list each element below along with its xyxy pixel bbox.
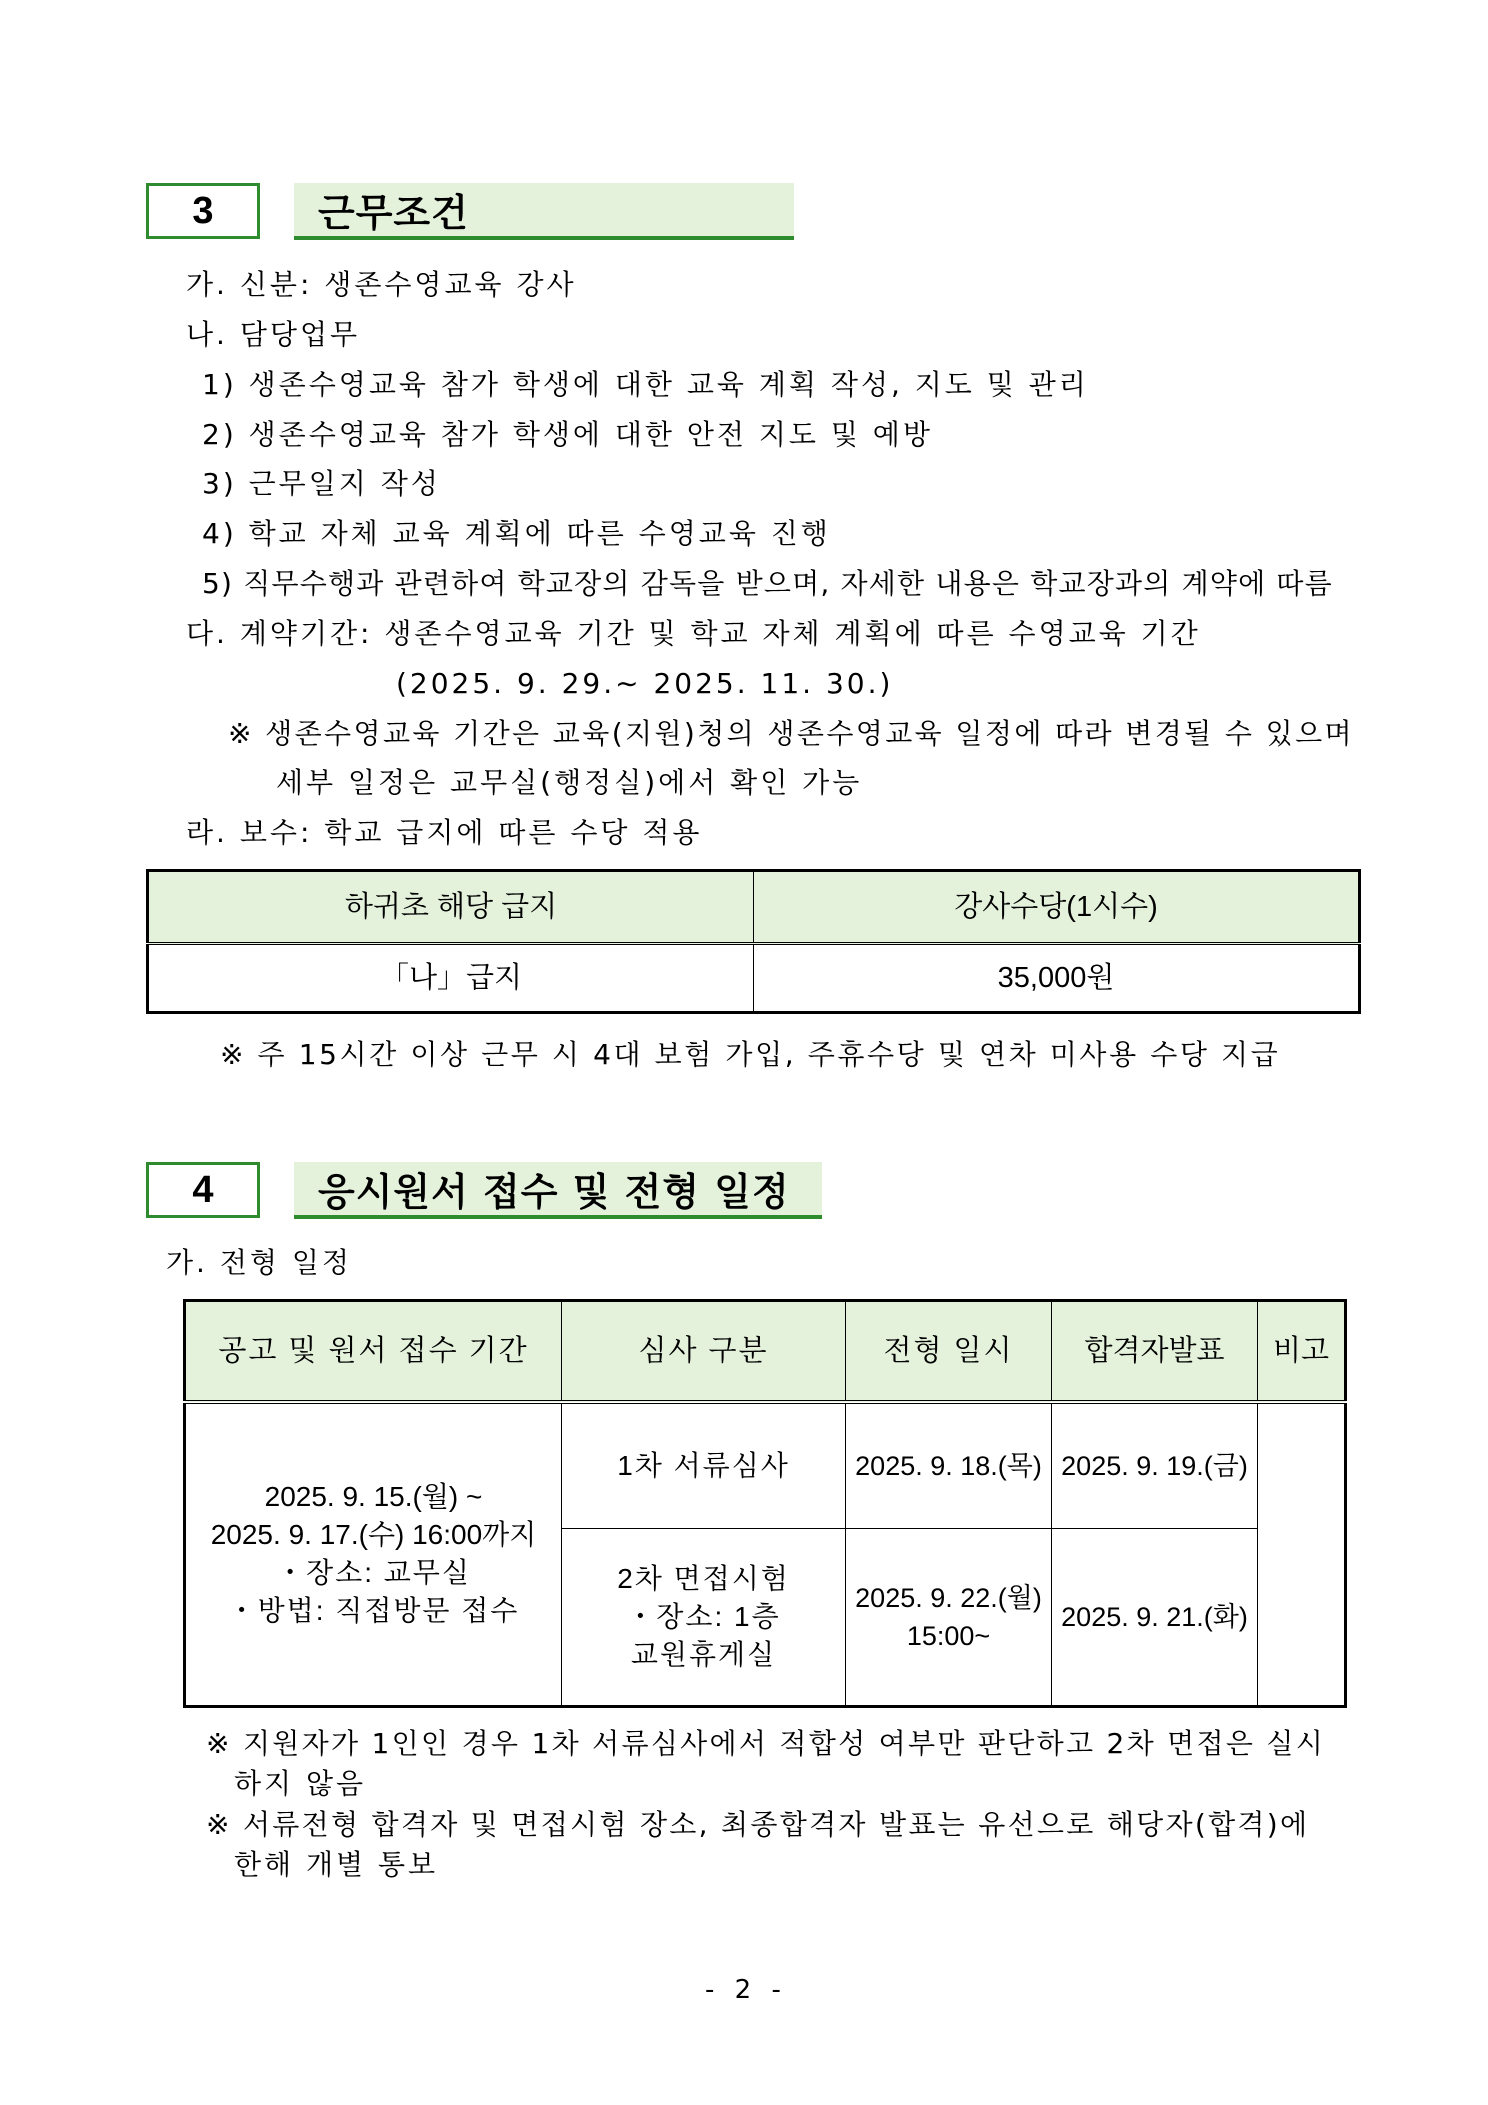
- pay-table-header-row: [148, 871, 1360, 944]
- duty-1: 1) 생존수영교육 참가 학생에 대한 교육 계획 작성, 지도 및 관리: [202, 368, 1089, 401]
- note-2-line-1: ※ 서류전형 합격자 및 면접시험 장소, 최종합격자 발표는 유선으로 해당자(합격)에: [206, 1808, 1310, 1841]
- period-line: 2025. 9. 15.(월) ~: [264, 1481, 483, 1513]
- item-status: 가. 신분: 생존수영교육 강사: [186, 268, 577, 301]
- contract-note-2: 세부 일정은 교무실(행정실)에서 확인 가능: [276, 766, 863, 799]
- pay-header-grade: 하귀초 해당 급지: [148, 871, 754, 944]
- stage1-result: 2025. 9. 19.(금): [1052, 1402, 1258, 1528]
- stage2-name-line: 교원휴게실: [630, 1638, 777, 1670]
- section4-number: 4: [192, 1168, 214, 1211]
- stage2-result: 2025. 9. 21.(화): [1052, 1528, 1258, 1706]
- section3-number: 3: [192, 189, 214, 232]
- note-1-line-2: 하지 않음: [234, 1767, 367, 1800]
- stage2-date-line: 15:00~: [906, 1620, 991, 1651]
- section4-title-box: [294, 1162, 822, 1219]
- item-duties: 나. 담당업무: [186, 318, 361, 351]
- period-line: ・장소: 교무실: [276, 1557, 471, 1589]
- schedule-remarks-cell: [1258, 1402, 1346, 1706]
- note-1-line-1: ※ 지원자가 1인인 경우 1차 서류심사에서 적합성 여부만 판단하고 2차 면접은 실시: [206, 1727, 1326, 1760]
- duty-2: 2) 생존수영교육 참가 학생에 대한 안전 지도 및 예방: [202, 418, 933, 451]
- schedule-header-remarks: 비고: [1258, 1301, 1346, 1403]
- stage2-date-cell: [846, 1528, 1052, 1706]
- table-row: [148, 944, 1360, 1013]
- pay-table: [146, 869, 1361, 1014]
- schedule-header-result: 합격자발표: [1052, 1301, 1258, 1403]
- item-contract: 다. 계약기간: 생존수영교육 기간 및 학교 자체 계획에 따른 수영교육 기간: [186, 617, 1201, 650]
- pay-header-allowance: 강사수당(1시수): [754, 871, 1360, 944]
- pay-allowance-value: 35,000원: [754, 944, 1360, 1013]
- section3-title: 근무조건: [318, 191, 469, 235]
- stage2-name-line: 2차 면접시험: [617, 1562, 790, 1594]
- note-2-line-2: 한해 개별 통보: [234, 1848, 439, 1881]
- section4-title: 응시원서 접수 및 전형 일정: [318, 1170, 790, 1214]
- pay-grade-value: 「나」급지: [148, 944, 754, 1013]
- section3-title-box: [294, 183, 794, 240]
- stage2-date-line: 2025. 9. 22.(월): [855, 1582, 1042, 1613]
- schedule-header-stage: 심사 구분: [562, 1301, 846, 1403]
- contract-note-1: ※ 생존수영교육 기간은 교육(지원)청의 생존수영교육 일정에 따라 변경될 수 있으며: [228, 717, 1354, 750]
- stage2-name-cell: [562, 1528, 846, 1706]
- schedule-table: [183, 1299, 1347, 1708]
- stage2-name-line: ・장소: 1층: [626, 1600, 781, 1632]
- schedule-header-period: 공고 및 원서 접수 기간: [185, 1301, 562, 1403]
- duty-4: 4) 학교 자체 교육 계획에 따른 수영교육 진행: [202, 517, 831, 550]
- schedule-period-cell: [185, 1402, 562, 1706]
- section3-number-box: [146, 183, 260, 239]
- page-number: - 2 -: [705, 1975, 787, 2005]
- item-pay: 라. 보수: 학교 급지에 따른 수당 적용: [186, 816, 703, 849]
- schedule-header-row: [185, 1301, 1346, 1403]
- period-line: ・방법: 직접방문 접수: [227, 1595, 520, 1627]
- period-line: 2025. 9. 17.(수) 16:00까지: [210, 1519, 537, 1551]
- table-row: [185, 1402, 1346, 1528]
- duty-5: 5) 직무수행과 관련하여 학교장의 감독을 받으며, 자세한 내용은 학교장과의 계약에 따름: [202, 567, 1333, 600]
- schedule-header-date: 전형 일시: [846, 1301, 1052, 1403]
- schedule-subtitle: 가. 전형 일정: [166, 1246, 352, 1279]
- duty-3: 3) 근무일지 작성: [202, 467, 441, 500]
- section4-number-box: [146, 1162, 260, 1218]
- contract-period: (2025. 9. 29.∼ 2025. 11. 30.): [396, 667, 894, 700]
- pay-note: ※ 주 15시간 이상 근무 시 4대 보험 가입, 주휴수당 및 연차 미사용 수당 지급: [220, 1038, 1281, 1071]
- stage1-name: 1차 서류심사: [562, 1402, 846, 1528]
- stage1-date: 2025. 9. 18.(목): [846, 1402, 1052, 1528]
